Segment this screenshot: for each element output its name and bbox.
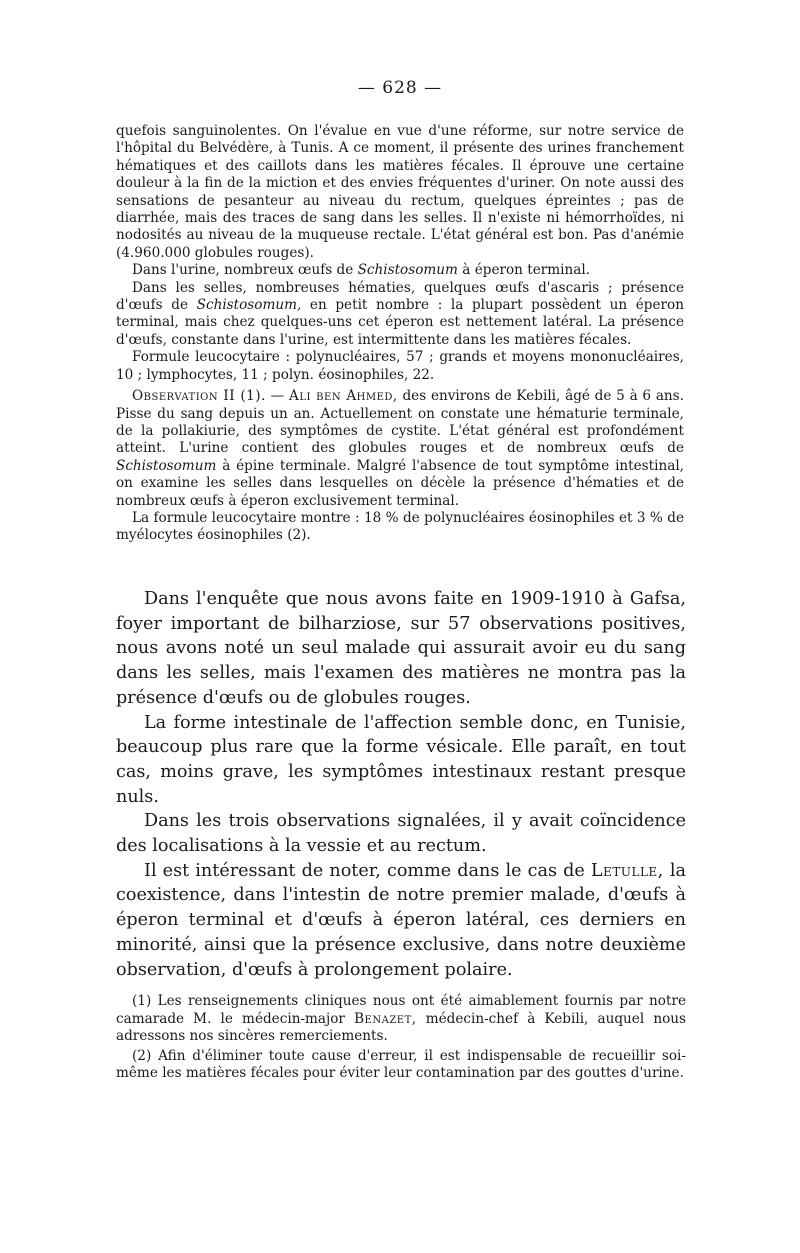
main-paragraph-3: Dans les trois observations signalées, il y avait coïncidence des localisations à la vessie et au rectum. [116,811,686,857]
text-run: en petit nombre : la plupart possèdent un éperon terminal, mais chez quelques-uns cet éperon est nettement latéral. La présence d'œufs, constante dans l'urine, est intermittente dans les matières fécales. [116,297,684,348]
species-name: Schistosomum [357,262,458,279]
author-name: Letulle, [590,860,664,881]
person-name: Benazet, [354,1010,417,1027]
text-run: Dans l'urine, nombreux œufs de [132,262,358,279]
leukocyte-formula-paragraph: Formule leucocytaire : polynucléaires, 57 ; grands et moyens mononucléaires, 10 ; lymphocytes, 11 ; polyn. éosinophiles, 22. [116,349,684,383]
text-run: Il est intéressant de noter, comme dans le cas de [144,860,591,881]
text-run: la coexistence, dans l'intestin de notre premier malade, d'œufs à éperon terminal et d'œufs à éperon latéral, ces derniers en minorité, ainsi que la présence exclusive, dans notre deuxième observation, d'œufs à prolongement polaire. [116,860,687,980]
case-paragraph-2 [116,262,684,279]
text-run: à épine terminale. Malgré l'absence de tout symptôme intestinal, on examine les selles dans lesquelles on décèle la présence d'hématies et de nombreux œufs à éperon exclusivement terminal. [116,457,684,509]
text-run: à éperon terminal. [457,262,591,279]
text-run: (1) Les renseignements cliniques nous ont été aimablement fournis par notre camarade M. le médecin-major [116,993,686,1027]
page-number: — 628 — [357,78,443,98]
case-notes-section [116,123,684,545]
observation-label: Observation II (1). [132,388,266,405]
text-run: Dans les selles, nombreuses hématies, quelques œufs d'ascaris ; présence d'œufs de [116,279,684,314]
main-paragraph-1: Dans l'enquête que nous avons faite en 1909-1910 à Gafsa, foyer important de bilharziose, sur 57 observations positives, nous avons noté un seul malade qui assurait avoir eu du sang dans les selles, mais l'examen des matières ne montra pas la présence d'œufs ou de globules rouges. [116,589,686,708]
species-name: Schistosomum, [196,297,302,314]
observation-2-paragraph [116,388,684,510]
main-text-section [116,587,686,982]
text-run: — [265,388,290,405]
case-paragraph-1: quefois sanguinolentes. On l'évalue en vue d'une réforme, sur notre service de l'hôpital du Belvédère, à Tunis. A ce moment, il présente des urines franchement hématiques et des caillots dans les matières fécales. Il éprouve une certaine douleur à la fin de la miction et des envies fréquentes d'uriner. On note aussi des sensations de pesanteur au niveau du rectum, quelques épreintes ; pas de diarrhée, mais des traces de sang dans les selles. Il n'existe ni hémorrhoïdes, ni nodosités au niveau de la muqueuse rectale. L'état général est bon. Pas d'anémie (4.960.000 globules rouges). [116,123,684,261]
main-paragraph-4 [116,859,686,983]
text-run: médecin-chef à Kebili, auquel nous adressons nos sincères remerciements. [116,1010,686,1045]
main-paragraph-2: La forme intestinale de l'affection semble donc, en Tunisie, beaucoup plus rare que la forme vésicale. Elle paraît, en tout cas, moins grave, les symptômes intestinaux restant presque nuls. [116,712,686,807]
species-name: Schistosomum [116,457,217,474]
patient-name: Ali ben Ahmed, [289,388,398,405]
footnotes [116,993,686,1085]
leukocyte-formula-paragraph-2: La formule leucocytaire montre : 18 % de polynucléaires éosinophiles et 3 % de myélocytes éosinophiles (2). [116,509,684,544]
text-run: des environs de Kebili, âgé de 5 à 6 ans. Pisse du sang depuis un an. Actuellement on constate une hématurie terminale, de la pollakiurie, des symptômes de cystite. L'état général est profondément atteint. L'urine contient des globules rouges et de nombreux œufs de [116,388,684,457]
case-paragraph-3 [116,280,684,350]
footnote-2: (2) Afin d'éliminer toute cause d'erreur, il est indispensable de recueillir soi-même les matières fécales pour éviter leur contamination par des gouttes d'urine. [116,1047,686,1082]
footnote-1 [116,993,686,1046]
